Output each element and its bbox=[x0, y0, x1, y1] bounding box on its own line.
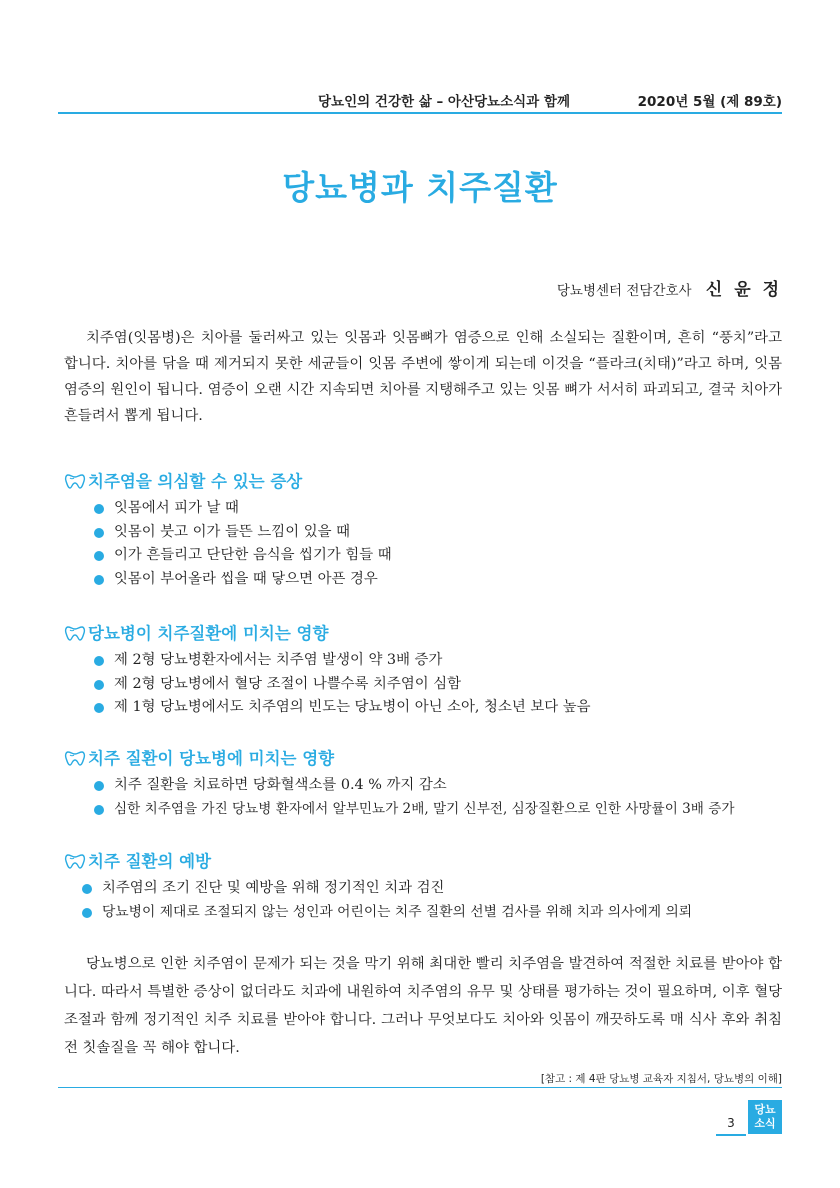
section-heading-text: 치주 질환의 예방 bbox=[88, 852, 212, 871]
author-line bbox=[557, 275, 782, 300]
brand-line-1: 당뇨 bbox=[754, 1103, 776, 1116]
prevention-list bbox=[80, 877, 692, 924]
brand-logo bbox=[748, 1100, 782, 1134]
publication-title: 당뇨인의 건강한 삶 – 아산당뇨소식과 함께 bbox=[318, 94, 570, 110]
page-header bbox=[58, 86, 782, 114]
section-heading-prevention bbox=[64, 848, 211, 872]
list-item bbox=[92, 673, 591, 697]
list-item bbox=[92, 521, 392, 545]
bullet-dot-icon bbox=[94, 504, 104, 514]
brand-line-2: 소식 bbox=[754, 1117, 776, 1130]
bullet-dot-icon bbox=[82, 884, 92, 894]
bullet-dot-icon bbox=[94, 781, 104, 791]
list-item-text: 제 2형 당뇨병에서 혈당 조절이 나쁠수록 치주염이 심함 bbox=[114, 675, 462, 692]
section-heading-text: 치주 질환이 당뇨병에 미치는 영향 bbox=[88, 749, 335, 768]
bullet-dot-icon bbox=[94, 656, 104, 666]
bullet-dot-icon bbox=[94, 528, 104, 538]
reference-note: [참고 : 제 4판 당뇨병 교육자 지침서, 당뇨병의 이해] bbox=[540, 1073, 782, 1085]
list-item bbox=[80, 877, 692, 901]
list-item-text: 잇몸이 부어올라 씹을 때 닿으면 아픈 경우 bbox=[114, 570, 378, 587]
list-item-text: 당뇨병이 제대로 조절되지 않는 성인과 어린이는 치주 질환의 선별 검사를 위해 치과 의사에게 의뢰 bbox=[102, 903, 693, 920]
list-item bbox=[92, 544, 392, 568]
symptoms-list bbox=[92, 497, 392, 591]
bullet-dot-icon bbox=[94, 805, 104, 815]
section-heading-text: 치주염을 의심할 수 있는 증상 bbox=[88, 472, 303, 491]
list-item bbox=[92, 649, 591, 673]
conclusion-paragraph: 당뇨병으로 인한 치주염이 문제가 되는 것을 막기 위해 최대한 빨리 치주염을 발견하여 적절한 치료를 받아야 합니다. 따라서 특별한 증상이 없더라도 치과에 내원하여 치주염의 유무 및 상태를 평가하는 것이 필요하며, 이후 혈당 조절과 함께 정기적인 치주 치료를 받아야 합니다. 그러나 무엇보다도 치아와 잇몸이 깨끗하도록 매 식사 후와 취침 전 칫솔질을 꼭 해야 합니다. bbox=[64, 956, 782, 1056]
section-heading-periodontal-effect bbox=[64, 745, 334, 769]
section-heading-symptoms bbox=[64, 468, 302, 492]
tooth-icon bbox=[64, 749, 86, 767]
list-item-text: 제 2형 당뇨병환자에서는 치주염 발생이 약 3배 증가 bbox=[114, 652, 443, 668]
issue-label: 2020년 5월 (제 89호) bbox=[637, 94, 782, 110]
list-item bbox=[92, 774, 735, 798]
tooth-icon bbox=[64, 624, 86, 642]
periodontal-effect-list bbox=[92, 774, 735, 821]
list-item bbox=[92, 568, 392, 592]
bullet-dot-icon bbox=[82, 908, 92, 918]
list-item-text: 심한 치주염을 가진 당뇨병 환자에서 알부민뇨가 2배, 말기 신부전, 심장질환으로 인한 사망률이 3배 증가 bbox=[114, 800, 735, 817]
list-item bbox=[92, 497, 392, 521]
list-item-text: 제 1형 당뇨병에서도 치주염의 빈도는 당뇨병이 아닌 소아, 청소년 보다 높음 bbox=[114, 699, 591, 715]
list-item bbox=[92, 696, 591, 720]
list-item bbox=[80, 901, 692, 925]
bullet-dot-icon bbox=[94, 680, 104, 690]
page-number: 3 bbox=[716, 1116, 746, 1136]
list-item-text: 치주 질환을 치료하면 당화혈색소를 0.4 % 까지 감소 bbox=[114, 777, 447, 793]
section-heading-diabetes-effect bbox=[64, 620, 328, 644]
article-title: 당뇨병과 치주질환 bbox=[282, 168, 558, 207]
bullet-dot-icon bbox=[94, 703, 104, 713]
tooth-icon bbox=[64, 852, 86, 870]
list-item bbox=[92, 798, 735, 822]
list-item-text: 잇몸에서 피가 날 때 bbox=[114, 500, 239, 516]
bullet-dot-icon bbox=[94, 551, 104, 561]
tooth-icon bbox=[64, 472, 86, 490]
footer-divider bbox=[58, 1087, 782, 1088]
intro-paragraph: 치주염(잇몸병)은 치아를 둘러싸고 있는 잇몸과 잇몸뼈가 염증으로 인해 소실되는 질환이며, 흔히 “풍치”라고 합니다. 치아를 닦을 때 제거되지 못한 세균들이 잇몸 주변에 쌓이게 되는데 이것을 “플라크(치태)”라고 하며, 잇몸 염증의 원인이 됩니다. 염증이 오랜 시간 지속되면 치아를 지탱해주고 있는 잇몸 뼈가 서서히 파괴되고, 결국 치아가 흔들려서 뽑게 됩니다. bbox=[64, 330, 782, 424]
section-heading-text: 당뇨병이 치주질환에 미치는 영향 bbox=[88, 624, 329, 643]
list-item-text: 치주염의 조기 진단 및 예방을 위해 정기적인 치과 검진 bbox=[102, 880, 445, 896]
bullet-dot-icon bbox=[94, 575, 104, 585]
list-item-text: 잇몸이 붓고 이가 들뜬 느낌이 있을 때 bbox=[114, 523, 350, 540]
author-affiliation: 당뇨병센터 전담간호사 bbox=[556, 283, 692, 299]
author-name: 신 윤 정 bbox=[705, 280, 782, 300]
diabetes-effect-list bbox=[92, 649, 591, 720]
list-item-text: 이가 흔들리고 단단한 음식을 씹기가 힘들 때 bbox=[114, 547, 392, 563]
